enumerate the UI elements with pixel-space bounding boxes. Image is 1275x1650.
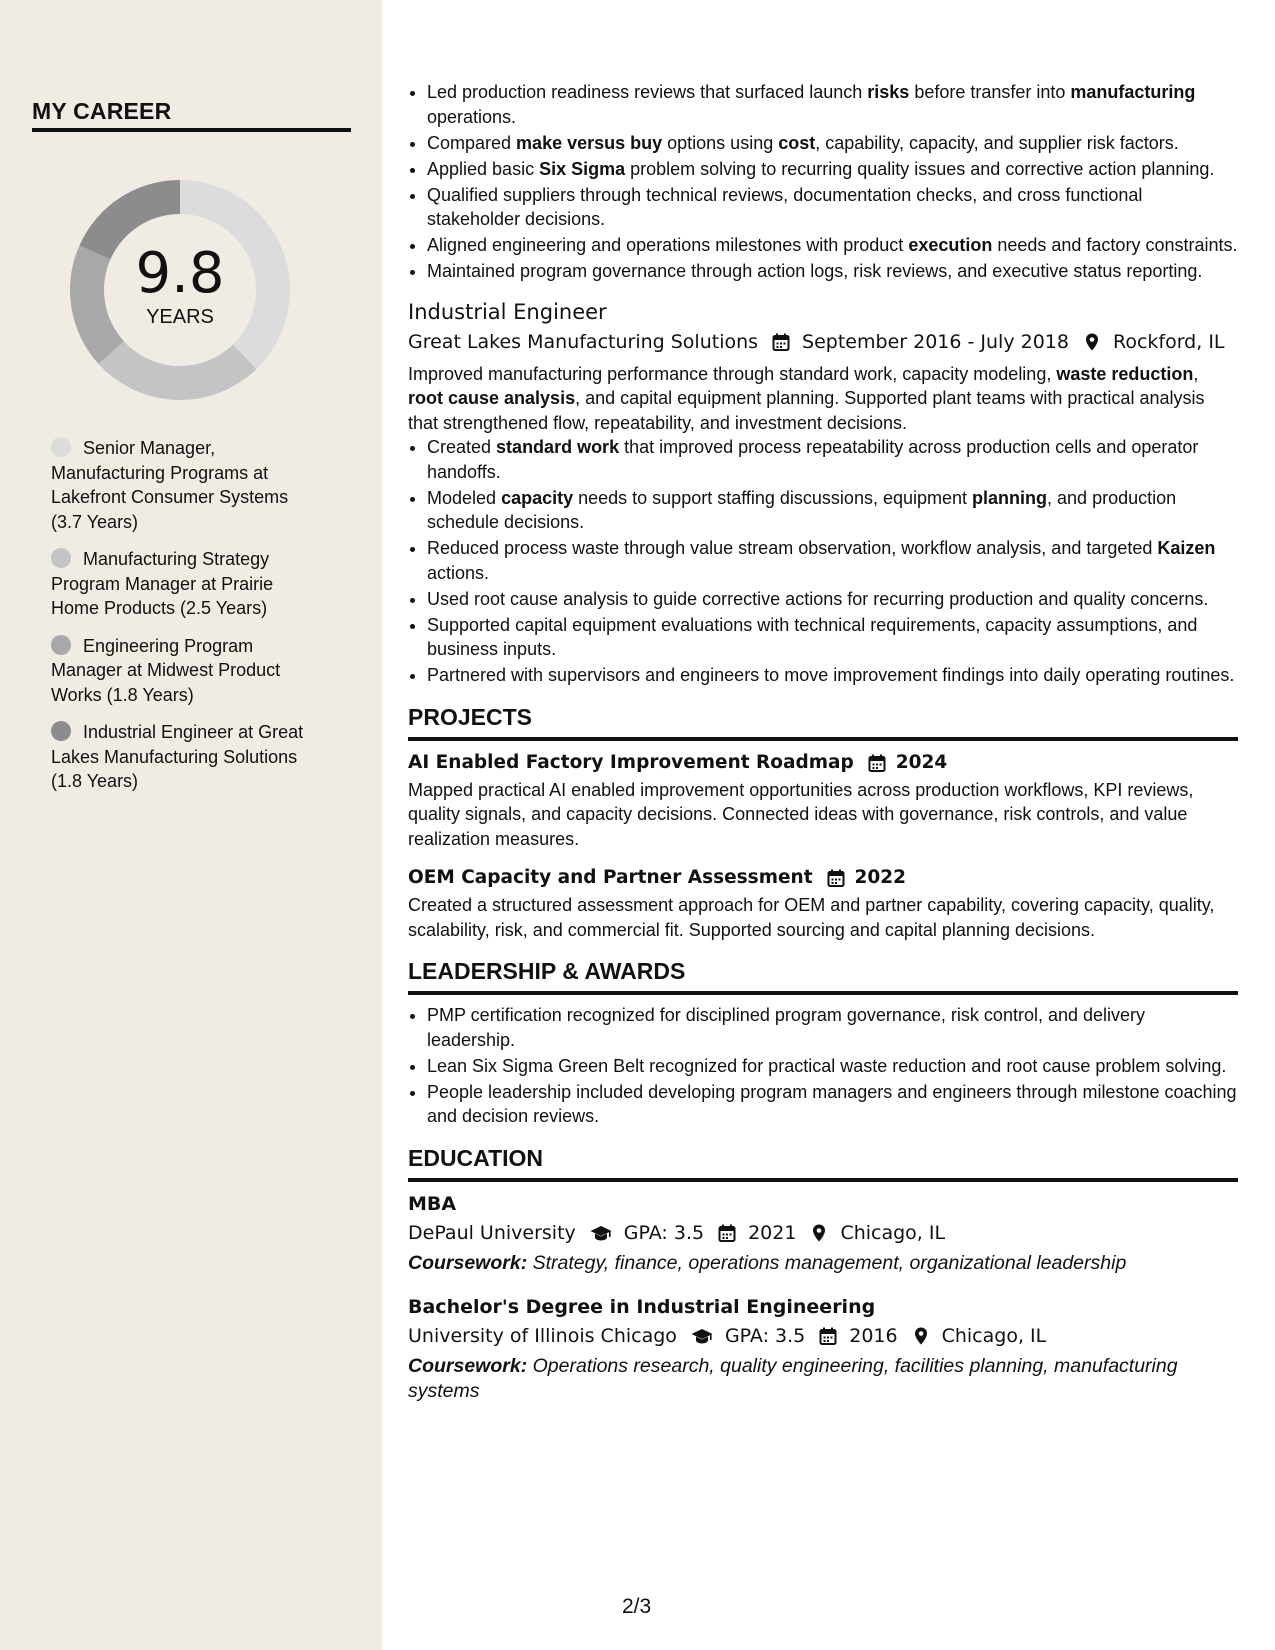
award-item: • People leadership included developing program managers and engineers through milestone coaching and decision reviews.: [427, 1080, 1238, 1129]
calendar-icon: [827, 869, 845, 887]
bullet-item: • Supported capital equipment evaluations with technical requirements, capacity assumptions, and business inputs.: [427, 613, 1238, 662]
career-item: [51, 547, 316, 621]
graduation-cap-icon: [590, 1224, 612, 1242]
bullet-item: • Used root cause analysis to guide corrective actions for recurring production and quality concerns.: [427, 587, 1238, 612]
job-dates: September 2016 - July 2018: [802, 330, 1069, 353]
graduation-year: 2016: [849, 1324, 898, 1347]
bullet-item: • Applied basic Six Sigma problem solving to recurring quality issues and corrective action planning.: [427, 157, 1238, 182]
bullet-item: • Qualified suppliers through technical reviews, documentation checks, and cross functional stakeholder decisions.: [427, 183, 1238, 232]
bullet-item: • Reduced process waste through value stream observation, workflow analysis, and targeted Kaizen actions.: [427, 536, 1238, 585]
total-years-label: YEARS: [146, 306, 214, 328]
calendar-icon: [868, 754, 886, 772]
map-pin-icon: [810, 1224, 828, 1242]
education-heading: EDUCATION: [408, 1143, 1238, 1182]
projects-heading: PROJECTS: [408, 702, 1238, 741]
school-location: Chicago, IL: [840, 1221, 946, 1244]
calendar-icon: [772, 333, 790, 351]
total-years-value: 9.8: [135, 241, 225, 306]
graduation-cap-icon: [691, 1327, 713, 1345]
career-item-text: Manufacturing Strategy Program Manager at Prairie Home Products (2.5 Years): [51, 549, 274, 618]
gpa: GPA: 3.5: [724, 1324, 806, 1347]
bullet-item: • Partnered with supervisors and engineers to move improvement findings into daily operating routines.: [427, 663, 1238, 688]
career-title-rule: [32, 128, 351, 132]
previous-job-bullets: [408, 80, 1238, 284]
career-item-text: Industrial Engineer at Great Lakes Manufacturing Solutions (1.8 Years): [51, 722, 304, 791]
main-content: [408, 80, 1238, 1404]
sidebar: [0, 0, 382, 1650]
graduation-year: 2021: [748, 1221, 797, 1244]
career-history-list: [51, 436, 316, 807]
job-meta: [408, 328, 1238, 356]
legend-dot: [51, 635, 71, 655]
bullet-item: • Aligned engineering and operations milestones with product execution needs and factory constraints.: [427, 233, 1238, 258]
donut-segment-2: [99, 341, 257, 400]
gpa: GPA: 3.5: [623, 1221, 705, 1244]
bullet-item: • Created standard work that improved process repeatability across production cells and operator handoffs.: [427, 435, 1238, 484]
donut-segment-3: [70, 245, 124, 363]
award-item: • PMP certification recognized for disciplined program governance, risk control, and delivery leadership.: [427, 1003, 1238, 1052]
coursework: Coursework: Operations research, quality engineering, facilities planning, manufacturing systems: [408, 1354, 1178, 1402]
calendar-icon: [718, 1224, 736, 1242]
legend-dot: [51, 437, 71, 457]
education-meta: [408, 1219, 1238, 1247]
education-list: [408, 1191, 1238, 1404]
leadership-heading: LEADERSHIP & AWARDS: [408, 956, 1238, 995]
page-number: 2/3: [622, 1595, 652, 1618]
degree-title: MBA: [408, 1192, 457, 1215]
career-item-text: Senior Manager, Manufacturing Programs at Lakefront Consumer Systems (3.7 Years): [51, 438, 289, 532]
education-meta: [408, 1322, 1238, 1350]
school-name: DePaul University: [408, 1221, 576, 1244]
career-item-text: Engineering Program Manager at Midwest Product Works (1.8 Years): [51, 635, 281, 705]
projects-list: [408, 750, 1238, 943]
bullet-item: • Led production readiness reviews that surfaced launch risks before transfer into manufacturing operations.: [427, 80, 1238, 129]
legend-dot: [51, 721, 71, 741]
school-name: University of Illinois Chicago: [408, 1324, 677, 1347]
job-bullets: [408, 435, 1238, 688]
career-years-donut: [60, 170, 300, 410]
project-year: 2024: [895, 751, 948, 773]
bullet-item: • Modeled capacity needs to support staffing discussions, equipment planning, and production schedule decisions.: [427, 486, 1238, 535]
award-item: • Lean Six Sigma Green Belt recognized for practical waste reduction and root cause problem solving.: [427, 1054, 1238, 1079]
career-item: [51, 720, 316, 794]
project-title-row: [408, 750, 1238, 776]
map-pin-icon: [912, 1327, 930, 1345]
calendar-icon: [819, 1327, 837, 1345]
project-title: AI Enabled Factory Improvement Roadmap: [408, 751, 854, 773]
degree-title: Bachelor's Degree in Industrial Engineering: [408, 1295, 876, 1318]
project-description: Mapped practical AI enabled improvement opportunities across production workflows, KPI reviews, quality signals, and capacity decisions. Connected ideas with governance, risk controls, and value realization measures.: [408, 779, 1194, 849]
leadership-list: [408, 1003, 1238, 1129]
project-title: OEM Capacity and Partner Assessment: [408, 867, 813, 888]
coursework: Coursework: Strategy, finance, operations management, organizational leadership: [408, 1251, 1127, 1274]
project-year: 2022: [854, 867, 907, 888]
job-title: Industrial Engineer: [408, 299, 607, 324]
project-description: Created a structured assessment approach for OEM and partner capability, covering capacity, quality, scalability, risk, and commercial fit. Supported sourcing and capital planning decisions.: [408, 895, 1215, 940]
job-summary: Improved manufacturing performance through standard work, capacity modeling, waste reduction, root cause analysis, and capital equipment planning. Supported plant teams with practical analysis that strengthened flow, repeatability, and investment decisions.: [408, 363, 1205, 433]
job-company: Great Lakes Manufacturing Solutions: [408, 330, 759, 353]
bullet-item: • Compared make versus buy options using cost, capability, capacity, and supplier risk factors.: [427, 131, 1238, 156]
legend-dot: [51, 548, 71, 568]
career-item: [51, 436, 316, 534]
bullet-item: • Maintained program governance through action logs, risk reviews, and executive status reporting.: [427, 259, 1238, 284]
job-location: Rockford, IL: [1112, 330, 1225, 353]
map-pin-icon: [1083, 333, 1101, 351]
career-item: [51, 634, 316, 708]
school-location: Chicago, IL: [941, 1324, 1047, 1347]
career-section-title: MY CAREER: [32, 98, 172, 124]
project-title-row: [408, 865, 1238, 891]
